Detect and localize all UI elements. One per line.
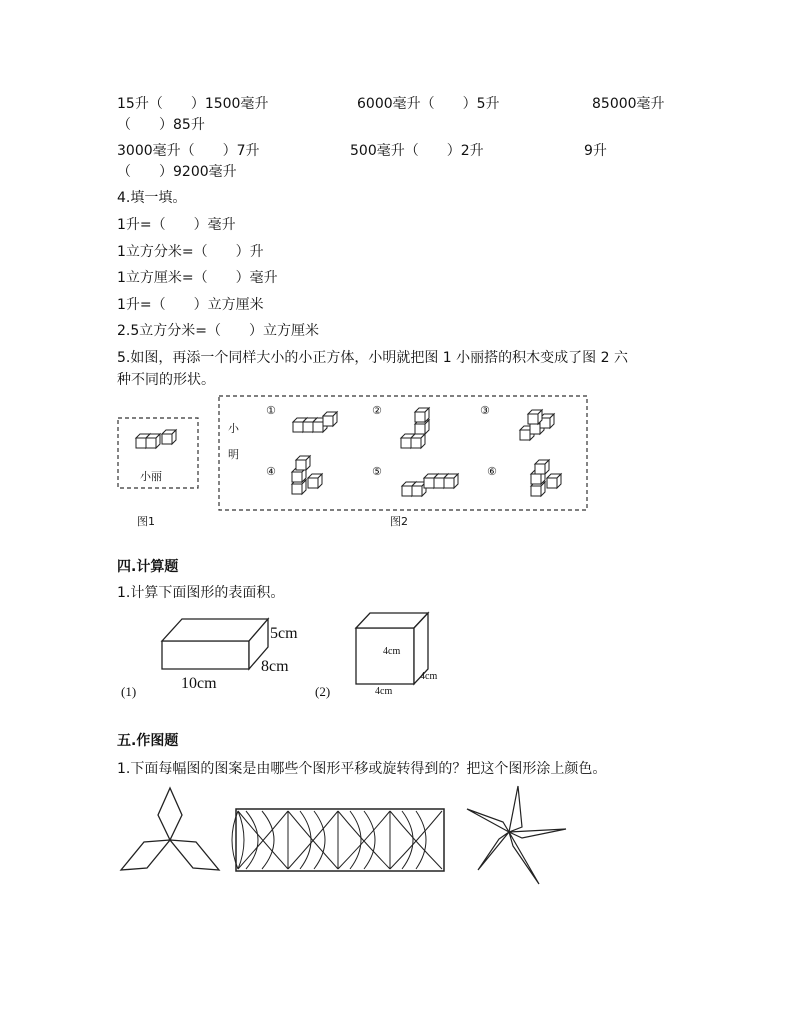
q4-item-1: 1升=（ ）毫升 xyxy=(117,217,236,233)
fig1-label: 小丽 xyxy=(140,470,162,483)
section5-heading: 五.作图题 xyxy=(117,733,179,749)
fig1-caption: 图1 xyxy=(137,515,155,528)
marker-4: ④ xyxy=(266,465,276,478)
section4-heading: 四.计算题 xyxy=(117,559,179,575)
conversion-item-1: 15升（ ）1500毫升 xyxy=(117,96,269,112)
cube-bottom-label: 4cm xyxy=(375,686,393,697)
marker-5: ⑤ xyxy=(372,465,382,478)
fig2-caption: 图2 xyxy=(390,515,408,528)
marker-6: ⑥ xyxy=(487,465,497,478)
xiaoming-char-1: 小 xyxy=(228,422,239,435)
cube-depth-label: 4cm xyxy=(420,671,438,682)
conversion-item-2: 6000毫升（ ）5升 xyxy=(357,96,500,112)
cuboid-height-label: 5cm xyxy=(270,625,298,642)
fig-number-2: (2) xyxy=(315,684,331,699)
section4-q1: 1.计算下面图形的表面积。 xyxy=(117,585,285,601)
marker-3: ③ xyxy=(480,404,490,417)
q5-text-line1: 5.如图，再添一个同样大小的小正方体，小明就把图 1 小丽搭的积木变成了图 2 六 xyxy=(117,350,628,366)
conversion-item-6-cont: （ ）9200毫升 xyxy=(117,164,237,180)
q5-text-line2: 种不同的形状。 xyxy=(117,372,215,388)
q4-title: 4.填一填。 xyxy=(117,190,187,206)
xiaoming-char-2: 明 xyxy=(228,448,239,461)
q4-item-3: 1立方厘米=（ ）毫升 xyxy=(117,270,278,286)
cube-front-label: 4cm xyxy=(383,646,401,657)
q4-item-5: 2.5立方分米=（ ）立方厘米 xyxy=(117,323,319,339)
cuboid-depth-label: 8cm xyxy=(261,658,289,675)
conversion-item-3-cont: （ ）85升 xyxy=(117,117,205,133)
section5-q1: 1.下面每幅图的图案是由哪些个图形平移或旋转得到的？把这个图形涂上颜色。 xyxy=(117,761,607,777)
fig-number-1: (1) xyxy=(121,684,137,699)
conversion-item-4: 3000毫升（ ）7升 xyxy=(117,143,260,159)
conversion-item-5: 500毫升（ ）2升 xyxy=(350,143,484,159)
q4-item-2: 1立方分米=（ ）升 xyxy=(117,244,264,260)
conversion-item-3: 85000毫升 xyxy=(592,96,665,112)
marker-2: ② xyxy=(372,404,382,417)
cuboid-length-label: 10cm xyxy=(181,675,217,692)
conversion-item-6: 9升 xyxy=(584,143,607,159)
marker-1: ① xyxy=(266,404,276,417)
q4-item-4: 1升=（ ）立方厘米 xyxy=(117,297,264,313)
